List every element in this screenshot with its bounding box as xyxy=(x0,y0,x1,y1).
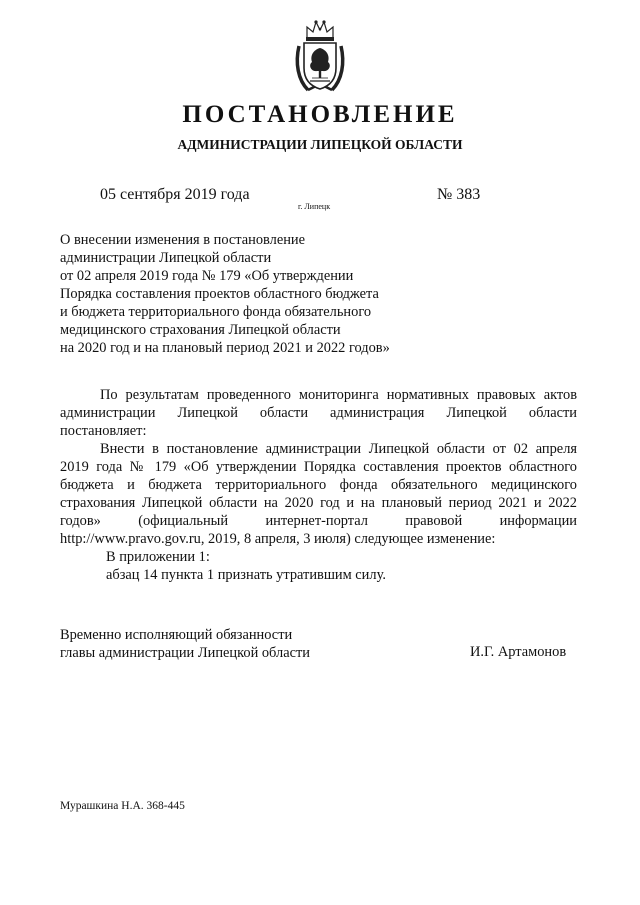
body-line: администрации Липецкой области администрация Липецкой области xyxy=(60,405,577,421)
body-line: бюджета и бюджета территориального фонда обязательного медицинского xyxy=(60,477,577,493)
document-subtitle: АДМИНИСТРАЦИИ ЛИПЕЦКОЙ ОБЛАСТИ xyxy=(177,137,463,152)
document-title: ПОСТАНОВЛЕНИЕ xyxy=(182,101,458,128)
body-line: Внести в постановление администрации Липецкой области от 02 апреля xyxy=(100,441,577,457)
subject-line: и бюджета территориального фонда обязательного xyxy=(60,304,372,320)
document-number: № 383 xyxy=(437,186,481,203)
subject-line: О внесении изменения в постановление xyxy=(60,232,306,248)
signature-position-line: главы администрации Липецкой области xyxy=(60,645,310,661)
body-line: 2019 года № 179 «Об утверждении Порядка составления проектов областного xyxy=(60,459,577,475)
body-line: постановляет: xyxy=(60,423,147,439)
document-date: 05 сентября 2019 года xyxy=(100,186,250,203)
executor-info: Мурашкина Н.А. 368-445 xyxy=(60,800,185,812)
body-line: годов» (официальный интернет-портал правовой информации xyxy=(60,513,577,529)
body-line: В приложении 1: xyxy=(106,549,210,565)
subject-line: администрации Липецкой области xyxy=(60,250,272,266)
document-city: г. Липецк xyxy=(298,202,331,211)
subject-line: Порядка составления проектов областного бюджета xyxy=(60,286,379,302)
signature-position-line: Временно исполняющий обязанности xyxy=(60,627,293,643)
subject-line: от 02 апреля 2019 года № 179 «Об утверждении xyxy=(60,268,354,284)
body-line: http://www.pravo.gov.ru, 2019, 8 апреля, 3 июля) следующее изменение: xyxy=(60,531,496,547)
subject-line: медицинского страхования Липецкой области xyxy=(60,322,341,338)
coat-of-arms-icon xyxy=(294,18,346,94)
body-line: страхования Липецкой области на 2020 год и на плановый период 2021 и 2022 xyxy=(60,495,577,511)
document-subject xyxy=(60,231,390,357)
subject-line: на 2020 год и на плановый период 2021 и 2022 годов» xyxy=(60,340,390,356)
document-body xyxy=(60,386,577,584)
signature-name: И.Г. Артамонов xyxy=(470,644,567,660)
body-line: По результатам проведенного мониторинга нормативных правовых актов xyxy=(100,387,577,403)
body-line: абзац 14 пункта 1 признать утратившим силу. xyxy=(106,567,386,583)
signature-position xyxy=(60,626,310,662)
